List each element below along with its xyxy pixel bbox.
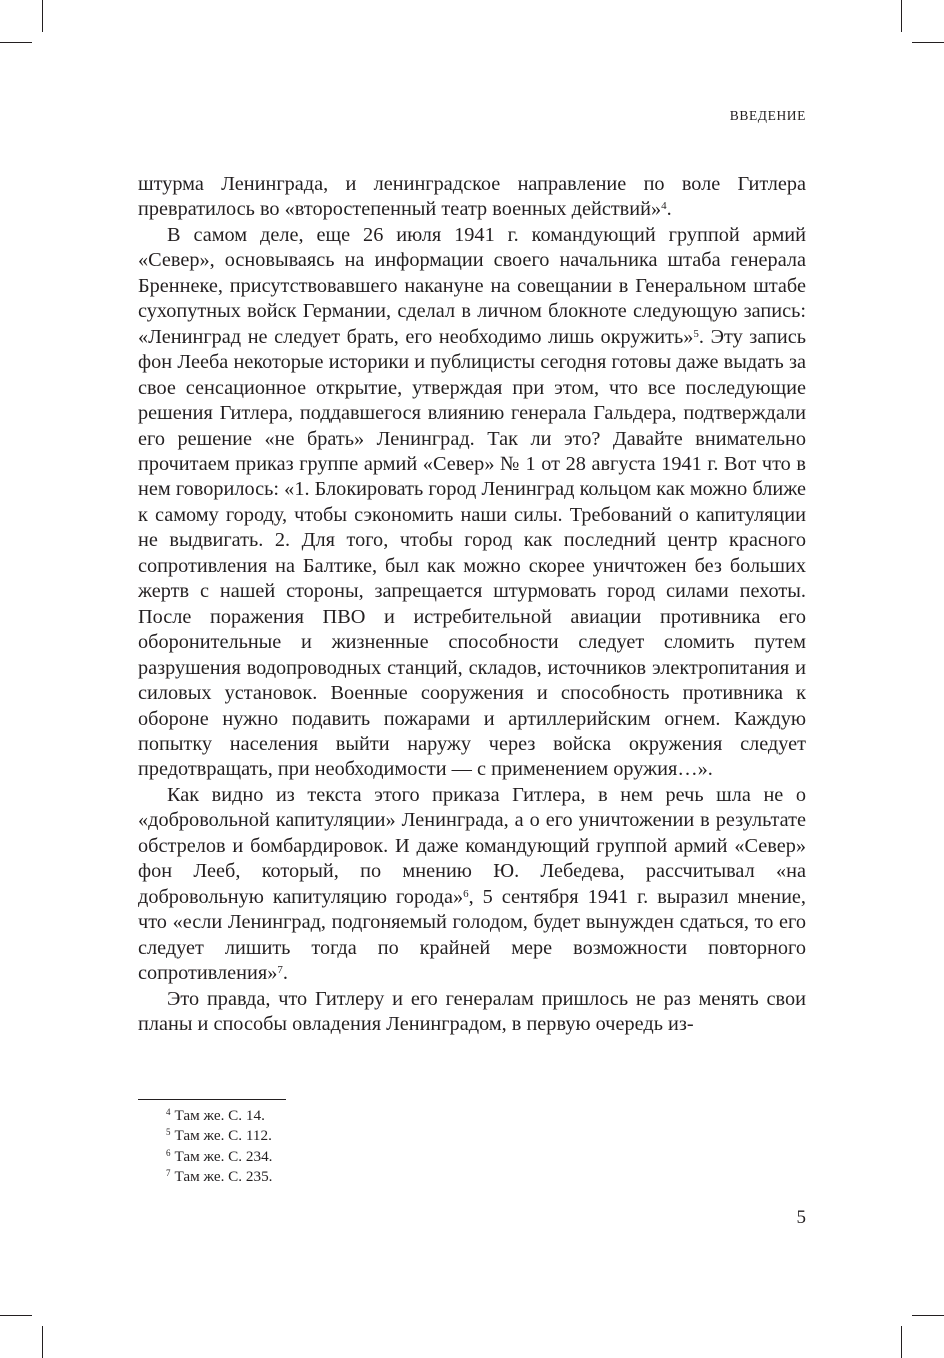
paragraph — [138, 783, 806, 987]
footnotes — [166, 1106, 272, 1187]
footnote-text: Там же. С. 235. — [174, 1167, 273, 1185]
text-run: штурма Ленинграда, и ленинградское направление по воле Гитлера превратилось во «второстепенный театр военных действий» — [138, 173, 806, 221]
crop-mark — [912, 1315, 944, 1316]
crop-mark — [0, 42, 32, 43]
text-run: , 5 сентября 1941 г. выразил мнение, что «если Ленинград, подгоняемый голодом, будет вынужден сдаться, то его следует лишить тогда по крайней мере возможности повторного сопротивления» — [138, 885, 806, 985]
running-head: ВВЕДЕНИЕ — [729, 108, 806, 123]
text-run: Это правда, что Гитлеру и его генералам пришлось не раз менять свои планы и способы овладения Ленинградом, в первую очередь из- — [138, 987, 806, 1035]
footnote-number: 7 — [166, 1167, 171, 1178]
text-run: В самом деле, еще 26 июля 1941 г. командующий группой армий «Север», основываясь на информации своего начальника штаба генерала Бреннеке, присутствовавшего накануне на совещании в Генеральном штабе сухопутных войск Германии, сделал в личном блокноте следующую запись: «Ленинград не следует брать, его необходимо лишь окружить» — [138, 223, 806, 348]
footnote-ref[interactable]: 6 — [463, 887, 469, 900]
crop-mark — [901, 1326, 902, 1358]
text-run: . Эту запись фон Лееба некоторые историки и публицисты сегодня готовы даже выдать за свое сенсационное открытие, утверждая при этом, что все последующие решения Гитлера, поддавшегося влиянию генерала Гальдера, подтверждали его решение «не брать» Ленинград. Так ли это? Давайте внимательно прочитаем приказ группе армий «Север» № 1 от 28 августа 1941 г. Вот что в нем говорилось: «1. Блокировать город Ленинград кольцом как можно ближе к самому городу, чтобы сэкономить наши силы. Требований о капитуляции не выдвигать. 2. Для того, чтобы город как последний центр красного сопротивления на Балтике, был как можно скорее уничтожен без больших жертв с нашей стороны, запрещается штурмовать город силами пехоты. После поражения ПВО и истребительной авиации противника его оборонительные и жизненные способности следует сломить путем разрушения водопроводных станций, складов, источников электропитания и силовых установок. Военные сооружения и способность противника к обороне нужно подавить пожарами и артиллерийским огнем. Каждую попытку населения выйти наружу через войска окружения следует предотвращать, при необходимости — с применением оружия…». — [138, 325, 807, 781]
footnote-number: 6 — [166, 1147, 171, 1158]
body-text — [138, 172, 806, 1037]
footnote-text: Там же. С. 234. — [174, 1147, 273, 1165]
footnote-text: Там же. С. 112. — [174, 1127, 272, 1145]
footnote — [166, 1147, 272, 1167]
crop-mark — [0, 1315, 32, 1316]
page-number: 5 — [796, 1207, 806, 1228]
footnote-ref[interactable]: 4 — [661, 200, 667, 213]
footnote-number: 5 — [166, 1127, 171, 1138]
paragraph — [138, 987, 806, 1038]
paragraph — [138, 172, 806, 223]
crop-mark — [42, 1326, 43, 1358]
text-run: Как видно из текста этого приказа Гитлера, в нем речь шла не о «добровольной капитуляции» Ленинграда, а о его уничтожении в результате обстрелов и бомбардировок. И даже командующий группой армий «Север» фон Лееб, который, по мнению Ю. Лебедева, рассчитывал «на добровольную капитуляцию города» — [138, 783, 806, 908]
crop-mark — [912, 42, 944, 43]
footnote-number: 4 — [166, 1107, 171, 1117]
paragraph — [138, 223, 806, 783]
footnote-text: Там же. С. 14. — [174, 1107, 265, 1124]
footnote-ref[interactable]: 5 — [693, 327, 699, 340]
crop-mark — [901, 0, 902, 32]
text-run: . — [666, 198, 672, 221]
text-run: . — [282, 962, 288, 985]
footnote-ref[interactable]: 7 — [277, 964, 283, 977]
footnote — [166, 1167, 272, 1187]
footnote-rule — [138, 1099, 286, 1100]
crop-mark — [42, 0, 43, 32]
footnote — [166, 1126, 272, 1146]
footnote — [166, 1106, 272, 1126]
